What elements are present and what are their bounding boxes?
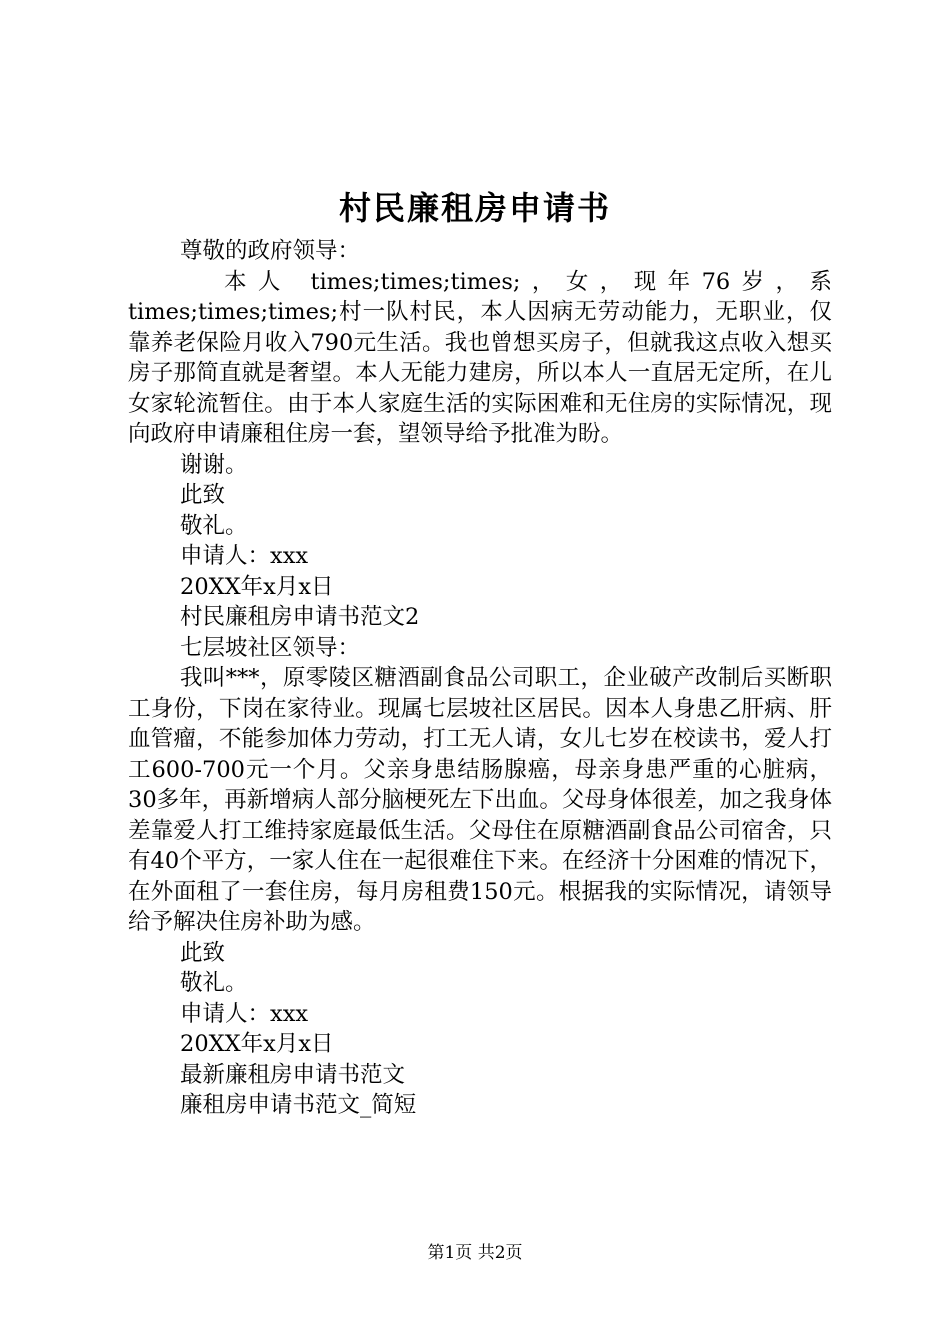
document-title: 村民廉租房申请书 <box>338 189 611 227</box>
applicant-line: 申请人：xxx <box>180 543 309 569</box>
applicant-line: 申请人：xxx <box>180 1000 309 1027</box>
salutation: 七层坡社区领导： <box>180 634 361 661</box>
sample-subtitle: 村民廉租房申请书范文2 <box>180 604 420 630</box>
related-link-1: 最新廉租房申请书范文 <box>180 1061 406 1088</box>
page-number: 第1页 共2页 <box>427 1243 523 1263</box>
salutation: 尊敬的政府领导： <box>180 238 361 264</box>
date-line: 20XX年x月x日 <box>180 573 334 600</box>
thanks-line: 谢谢。 <box>180 451 248 478</box>
regards-line: 敬礼。 <box>180 512 248 539</box>
regards-line: 敬礼。 <box>180 970 248 996</box>
paragraph-2: 我叫***，原零陵区糖酒副食品公司职工，企业破产改制后买断职工身份，下岗在家待业。现属七层坡社区居民。因本人身患乙肝病、肝血管瘤，不能参加体力劳动，打工无人请，女儿七岁在校读书，爱人打工600-700元一个月。父亲身患结肠腺癌，母亲身患严重的心脏病，30多年，再新增病人部分脑梗死左下出血。父母身体很差，加之我身体差靠爱人打工维持家庭最低生活。父母住在原糖酒副食品公司宿舍，只有40个平方，一家人住在一起很难住下来。在经济十分困难的情况下，在外面租了一套住房，每月房租费150元。根据我的实际情况，请领导给予解决住房补助为感。 <box>128 665 832 935</box>
closing-line: 此致 <box>180 939 226 966</box>
closing-line: 此致 <box>180 482 226 508</box>
paragraph-1: 本人 times;times;times;，女，现年76岁，系times;times;times;村一队村民，本人因病无劳动能力，无职业，仅靠养老保险月收入790元生活。我也曾想买房子，但就我这点收入想买房子那简直就是奢望。本人无能力建房，所以本人一直居无定所，在儿女家轮流暂住。由于本人家庭生活的实际困难和无住房的实际情况，现向政府申请廉租住房一套，望领导给予批准为盼。 <box>128 268 832 447</box>
related-link-2: 廉租房申请书范文_简短 <box>180 1092 417 1118</box>
date-line: 20XX年x月x日 <box>180 1031 334 1057</box>
document-body <box>128 236 832 1121</box>
